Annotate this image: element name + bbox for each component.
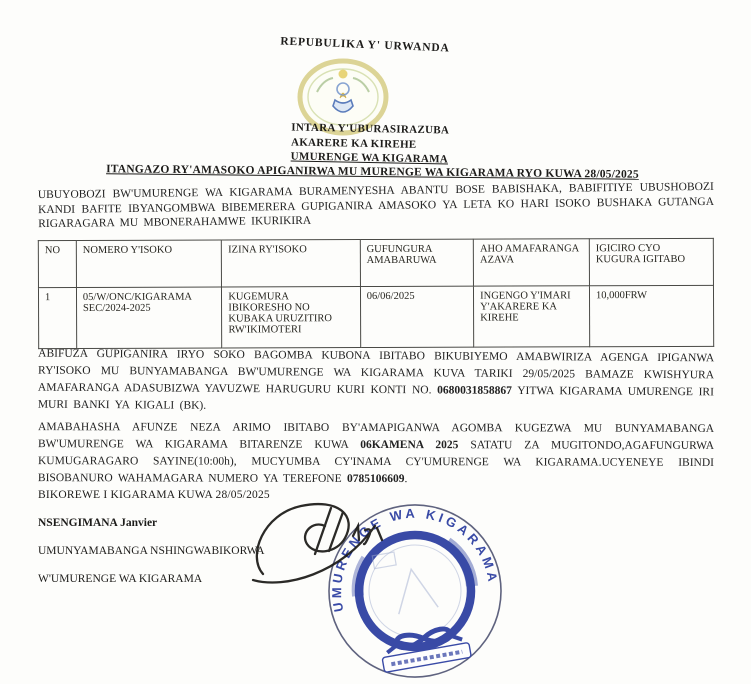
signatory-title: UMUNYAMABANGA NSHINGWABIKORWA xyxy=(38,545,265,557)
col-header-opening: GUFUNGURA AMABARUWA xyxy=(360,239,474,286)
announcement-title: ITANGAZO RY'AMASOKO APIGANIRWA MU MURENGE WA KIGARAMA RYO KUWA 28/05/2025 xyxy=(106,163,639,181)
phone-number: 0785106609 xyxy=(347,472,405,486)
province-line: INTARA Y'UBURASIRAZUBA xyxy=(291,121,450,137)
signatory-sector: W'UMURENGE WA KIGARAMA xyxy=(38,573,203,585)
paragraph-bid-documents-text: ABIFUZA GUPIGANIRA IRYO SOKO BAGOMBA KUBONA IBITABO BIKUBIYEMO AMABWIRIZA AGENGA IPIGANWA RY'ISOKO MU BUNYAMABANGA BW'UMURENGE WA KIGARAMA KUVA TARIKI 29/05/2025 BAMAZE KWISHYURA AMAFARANGA ADASUBIZWA YAVUZWE HARUGURU KURI KONTI NO. xyxy=(37,347,715,397)
col-header-funding: AHO AMAFARANGA AZAVA xyxy=(473,239,589,286)
cell-funding-source: INGENGO Y'IMARI Y'AKARERE KA KIREHE xyxy=(474,286,590,347)
paragraph-bid-documents-text2: YITWA KIGARAMA UMURENGE IRI MURI BANKI YA KIGALI (BK). xyxy=(37,384,714,412)
cell-opening-date: 06/06/2025 xyxy=(360,286,474,347)
submission-deadline: 06KAMENA 2025 xyxy=(360,438,459,452)
signature-scribble xyxy=(245,496,393,592)
account-number: 0680031858867 xyxy=(437,384,512,397)
col-header-number: NOMERO Y'ISOKO xyxy=(76,240,222,288)
tender-table xyxy=(38,238,714,349)
col-header-no: NO xyxy=(38,241,76,288)
paragraph-submission-text3: . xyxy=(404,473,408,486)
table-row xyxy=(38,285,713,348)
cell-tender-name: KUGEMURA IBIKORESHO NO KUBAKA URUZITIRO RW'IKIMOTERI xyxy=(222,287,361,348)
cell-tender-number: 05/W/ONC/KIGARAMA SEC/2024-2025 xyxy=(76,287,222,349)
republic-header: REPUBULIKA Y' URWANDA xyxy=(280,35,450,55)
signatory-name: NSENGIMANA Janvier xyxy=(38,517,158,529)
col-header-name: IZINA RY'ISOKO xyxy=(222,240,361,287)
paragraph-submission-text: AMABAHASHA AFUNZE NEZA ARIMO IBITABO BY'AMAPIGANWA AGOMBA KUGEZWA MU BUNYAMABANGA BW'UMURENGE WA KIGARAMA BITARENZE KUWA xyxy=(38,421,715,451)
cell-document-cost: 10,000FRW xyxy=(589,285,713,346)
done-at-line: BIKOREWE I KIGARAMA KUWA 28/05/2025 xyxy=(38,489,270,501)
paragraph-bid-documents xyxy=(38,346,714,419)
paragraph-submission-text2: SATATU ZA MUGITONDO,AGAFUNGURWA KUMUGARAGARO SAYINE(10:00h), MUCYUMBA CY'INAMA CY'UMURENGE WA KIGARAMA.UCYENEYE IBINDI BISOBANURO WAHAMAGARA NUMERO YA TEREFONE xyxy=(37,439,715,485)
admin-hierarchy-block xyxy=(291,120,450,167)
paragraph-submission xyxy=(38,419,714,489)
intro-paragraph: UBUYOBOZI BW'UMURENGE WA KIGARAMA BURAMENYESHA ABANTU BOSE BABISHAKA, BABIFITIYE UBUSHOBOZI KANDI BAFITE IBYANGOMBWA BIBEMERERA GUPIGANIRA AMASOKO YA LETA KO HARI ISOKO BUSHAKA GUTANGA RIGARAGARA MU MBONERAHAMWE IKURIKIRA xyxy=(37,180,715,231)
table-header-row xyxy=(38,238,713,287)
sector-line: UMURENGE WA KIGARAMA xyxy=(290,150,449,166)
col-header-cost: IGICIRO CYO KUGURA IGITABO xyxy=(589,238,713,285)
district-line: AKARERE KA KIREHE xyxy=(290,135,417,151)
cell-no: 1 xyxy=(38,288,76,349)
stamp-arc-text: UMURENGE WA KIGARAMA xyxy=(329,505,501,614)
